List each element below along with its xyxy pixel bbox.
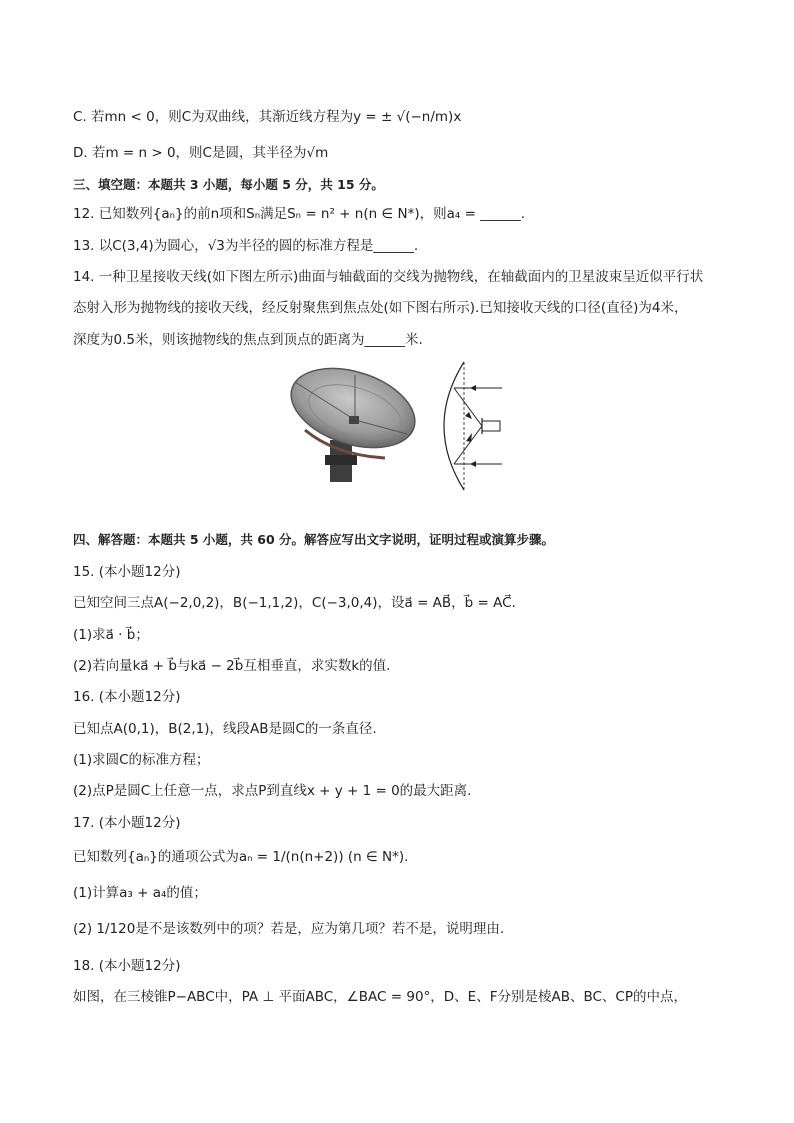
question-18-body: 如图，在三棱锥P−ABC中，PA ⊥ 平面ABC，∠BAC = 90°，D、E、F分别是棱AB、BC、CP的中点， bbox=[73, 989, 687, 1005]
section-fill-in-heading: 三、填空题：本题共 3 小题，每小题 5 分，共 15 分。 bbox=[73, 177, 384, 192]
question-17-heading: 17. (本小题12分) bbox=[73, 815, 181, 831]
question-17-body: 已知数列{aₙ}的通项公式为aₙ = 1/(n(n+2)) (n ∈ N*). bbox=[73, 849, 409, 865]
question-15-part-2: (2)若向量ka⃗ + b⃗与ka⃗ − 2b⃗互相垂直，求实数k的值. bbox=[73, 658, 391, 674]
question-17-part-1: (1)计算a₃ + a₄的值； bbox=[73, 885, 207, 901]
question-16-heading: 16. (本小题12分) bbox=[73, 689, 181, 705]
question-12: 12. 已知数列{aₙ}的前n项和Sₙ满足Sₙ = n² + n(n ∈ N*)，则a₄ = ______. bbox=[73, 206, 526, 222]
question-17-part-2: (2) 1/120是不是该数列中的项？若是，应为第几项？若不是，说明理由. bbox=[73, 921, 505, 937]
section-answer-heading: 四、解答题：本题共 5 小题，共 60 分。解答应写出文字说明，证明过程或演算步骤。 bbox=[73, 532, 555, 547]
question-13: 13. 以C(3,4)为圆心，√3为半径的圆的标准方程是______. bbox=[73, 238, 419, 254]
question-15-body: 已知空间三点A(−2,0,2)，B(−1,1,2)，C(−3,0,4)，设a⃗ = AB⃗，b⃗ = AC⃗. bbox=[73, 595, 516, 611]
parabola-reflection-diagram bbox=[430, 360, 510, 492]
question-15-part-1: (1)求a⃗ · b⃗； bbox=[73, 627, 149, 643]
option-d: D. 若m = n > 0，则C是圆，其半径为√m bbox=[73, 145, 329, 161]
satellite-dish-photo bbox=[285, 360, 425, 482]
option-c: C. 若mn < 0，则C为双曲线，其渐近线方程为y = ± √(−n/m)x bbox=[73, 109, 462, 125]
question-16-part-1: (1)求圆C的标准方程； bbox=[73, 752, 210, 768]
question-14-line-2: 态射入形为抛物线的接收天线，经反射聚焦到焦点处(如下图右所示).已知接收天线的口径(直径)为4米， bbox=[73, 300, 688, 316]
question-14-line-3: 深度为0.5米，则该抛物线的焦点到顶点的距离为______米. bbox=[73, 332, 423, 348]
question-14-line-1: 14. 一种卫星接收天线(如下图左所示)曲面与轴截面的交线为抛物线，在轴截面内的卫星波束呈近似平行状 bbox=[73, 269, 704, 285]
question-16-part-2: (2)点P是圆C上任意一点，求点P到直线x + y + 1 = 0的最大距离. bbox=[73, 783, 472, 799]
question-18-heading: 18. (本小题12分) bbox=[73, 958, 181, 974]
question-15-heading: 15. (本小题12分) bbox=[73, 564, 181, 580]
question-16-body: 已知点A(0,1)，B(2,1)，线段AB是圆C的一条直径. bbox=[73, 721, 377, 737]
